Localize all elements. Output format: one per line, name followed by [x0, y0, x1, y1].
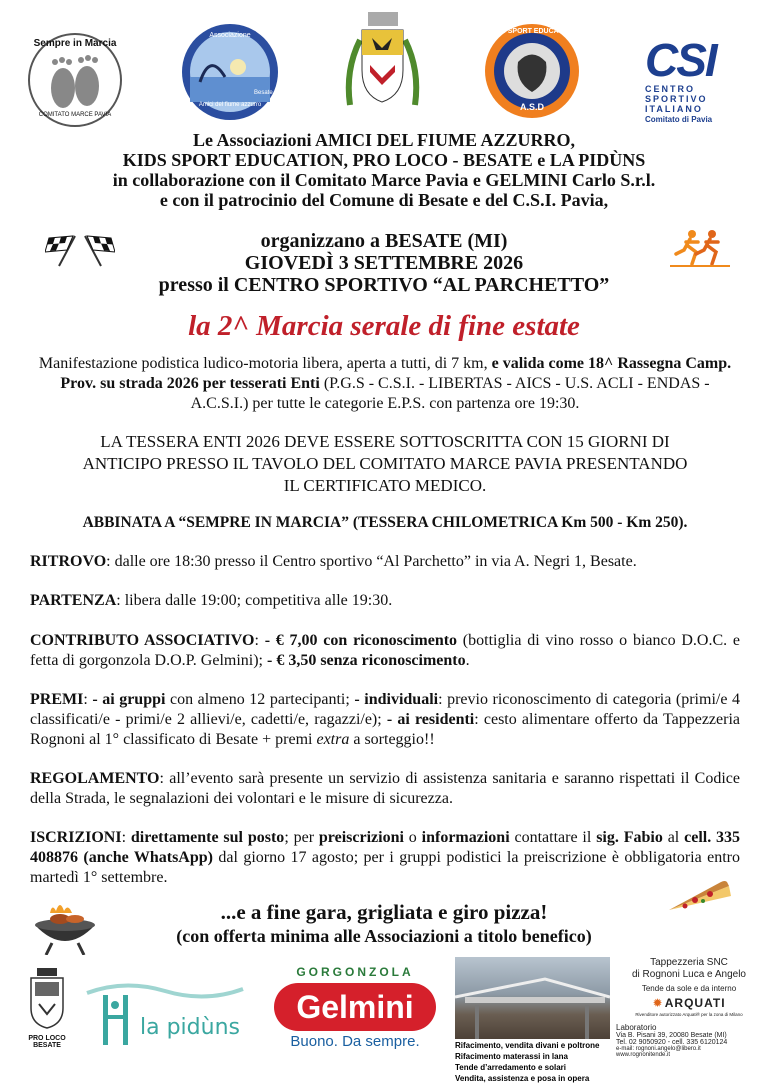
lab-label: Laboratorio [616, 1023, 657, 1032]
intro-block [0, 130, 768, 210]
gelmini-brand: Gelmini [274, 983, 436, 1031]
iscrizioni-phone: cell. 335 408876 (anche WhatsApp) [30, 829, 741, 866]
contributo [30, 631, 740, 671]
premi-gruppi: - ai gruppi [92, 691, 166, 708]
regolamento-label: REGOLAMENTO [30, 770, 160, 787]
gelmini-top: GORGONZOLA [296, 965, 414, 979]
tappezzeria-services [455, 1040, 610, 1084]
iscrizioni-t1: : [121, 829, 131, 846]
contributo-t2: (bottiglia di vino rosso o bianco D.O.C. e fetta di gorgonzola D.O.P. Gelmini); [30, 632, 741, 669]
gelmini-slogan: Buono. Da sempre. [290, 1033, 420, 1050]
premi-t2: con almeno 12 partecipanti; [165, 691, 355, 708]
event-header [0, 230, 768, 296]
intro-line-1: Le Associazioni AMICI DEL FIUME AZZURRO, [192, 130, 576, 150]
premi [30, 690, 740, 750]
event-line-1: organizzano a BESATE (MI) [260, 230, 508, 252]
service-3: Tende d’arredamento e solari [455, 1063, 566, 1072]
service-2: Rifacimento materassi in lana [455, 1052, 568, 1061]
logo-csi-l2: SPORTIVO [645, 94, 708, 104]
logo-csi [645, 36, 737, 136]
partenza-text: : libera dalle 19:00; competitiva alle 19:30. [116, 592, 393, 609]
ritrovo [30, 552, 740, 572]
sun-icon: ✹ [652, 996, 663, 1010]
logo-amici-bottom: Amici del fiume azzurro [198, 102, 262, 108]
logo-kids-bottom: A.S.D [519, 102, 544, 112]
footer-line-1: ...e a fine gara, grigliata e giro pizza! [220, 900, 548, 924]
iscrizioni-t5: al [662, 829, 685, 846]
event-line-3: presso il CENTRO SPORTIVO “AL PARCHETTO” [158, 274, 610, 296]
proloco-l1: PRO LOCO [28, 1035, 66, 1042]
partenza-label: PARTENZA [30, 592, 117, 609]
tessera-notice [30, 431, 740, 497]
service-1: Rifacimento, vendita divani e poltrone [455, 1041, 600, 1050]
event-title: la 2^ Marcia serale di fine estate [188, 310, 580, 342]
logo-csi-l4: Comitato di Pavia [645, 115, 713, 124]
iscrizioni-t3: o [403, 829, 422, 846]
iscrizioni-contact-name: sig. Fabio [596, 829, 663, 846]
description [30, 354, 740, 414]
desc-b: e valida come 18^ Rassegna Camp. Prov. su strada 2026 per tesserati Enti [60, 355, 732, 392]
abbinata: ABBINATA A “SEMPRE IN MARCIA” (TESSERA CHILOMETRICA Km 500 - Km 250). [82, 514, 688, 531]
logo-kids-top: KIDS SPORT EDUCATION [489, 28, 575, 35]
logo-amici-fiume-azzurro [180, 22, 280, 122]
event-line-2: GIOVEDÌ 3 SETTEMBRE 2026 [244, 252, 524, 274]
lab-web: www.rognonitende.it [616, 1052, 671, 1058]
premi-label: PREMI [30, 691, 84, 708]
premi-t1: : [83, 691, 93, 708]
logo-csi-l3: ITALIANO [645, 104, 703, 114]
contributo-label: CONTRIBUTO ASSOCIATIVO [30, 632, 255, 649]
contributo-t1: : [254, 632, 265, 649]
premi-t3: : previo riconoscimento di categoria (primi/e 4 classificati/e - primi/e 2 allievi/e, cadetti/e, ragazzi/e); [30, 691, 740, 728]
iscrizioni-t6: dal giorno 17 agosto; per i gruppi podistici la preiscrizione è obbligatoria entro martedì 1° settembre. [30, 849, 740, 886]
premi-t5: a sorteggio!! [349, 731, 435, 748]
iscrizioni-preiscrizioni: preiscrizioni [318, 829, 404, 846]
regolamento [30, 769, 740, 809]
notice-line-1: LA TESSERA ENTI 2026 DEVE ESSERE SOTTOSCRITTA CON 15 GIORNI DI [100, 432, 670, 451]
intro-line-3: in collaborazione con il Comitato Marce Pavia e GELMINI Carlo S.r.l. [112, 170, 656, 190]
arquati-brand: ARQUATI [664, 996, 726, 1010]
tappezzeria-sub: Tende da sole e da interno [641, 984, 737, 993]
desc-a: Manifestazione podistica ludico-motoria libera, aperta a tutti, di 7 km, [38, 355, 492, 372]
notice-line-2: ANTICIPO PRESSO IL TAVOLO DEL COMITATO MARCE PAVIA PRESENTANDO [82, 454, 688, 473]
ritrovo-text: : dalle ore 18:30 presso il Centro sportivo “Al Parchetto” in via A. Negri 1, Besate. [106, 553, 637, 570]
logo-la-piduns [85, 975, 245, 1055]
piduns-text: la pidùns [140, 1015, 240, 1040]
contributo-t3: . [465, 652, 470, 669]
notice-line-3: IL CERTIFICATO MEDICO. [283, 476, 487, 495]
logo-sempre-in-marcia [25, 30, 125, 130]
logo-amici-right: Besate [254, 90, 273, 96]
desc-c: (P.G.S - C.S.I. - LIBERTAS - AICS - U.S. ACLI - ENDAS - A.C.S.I.) per tutte le categorie E.P.S. con partenza ore 19:30. [190, 375, 710, 412]
lab-tel: Tel. 02 9050920 - cell. 335 6120124 [616, 1039, 728, 1046]
iscrizioni-informazioni: informazioni [421, 829, 510, 846]
logo-kids-sport-education [483, 22, 581, 120]
intro-line-2: KIDS SPORT EDUCATION, PRO LOCO - BESATE e LA PIDÙNS [122, 150, 646, 170]
logo-proloco-besate [22, 968, 72, 1060]
ritrovo-label: RITROVO [30, 553, 107, 570]
logo-csi-l1: CENTRO [645, 84, 695, 94]
lab-email: e-mail: rognoni.angelo@libero.it [616, 1046, 701, 1052]
logo-besate-coat-of-arms [340, 10, 425, 120]
iscrizioni [30, 828, 740, 888]
logo-amici-top: Associazione [209, 32, 251, 39]
contributo-price-without: - € 3,50 senza riconoscimento [267, 652, 466, 669]
premi-t4: : cesto alimentare offerto da Tappezzeria Rognoni al 1° classificato di Besate + premi [30, 711, 741, 748]
partenza [30, 591, 740, 611]
logo-sempre-top: Sempre in Marcia [33, 38, 117, 49]
tappezzeria-name-1: Tappezzeria SNC [650, 957, 728, 968]
service-4: Vendita, assistenza e posa in opera [455, 1074, 590, 1083]
proloco-l2: BESATE [33, 1042, 61, 1049]
iscrizioni-t2: ; per [284, 829, 319, 846]
logo-csi-mark: CSI [645, 34, 716, 86]
tappezzeria-name-2: di Rognoni Luca e Angelo [632, 969, 746, 980]
premi-residenti: - ai residenti [386, 711, 475, 728]
logo-gelmini [270, 965, 440, 1060]
lab-address: Via B. Pisani 39, 20080 Besate (MI) [616, 1032, 727, 1039]
iscrizioni-t4: contattare il [509, 829, 597, 846]
tappezzeria-photo [455, 957, 610, 1039]
tappezzeria-ad [610, 957, 768, 1086]
regolamento-text: : all’evento sarà presente un servizio di assistenza sanitaria e saranno rispettati il Codice della Strada, le segnalazioni dei volontari e le misure di sicurezza. [30, 770, 740, 807]
iscrizioni-label: ISCRIZIONI [30, 829, 122, 846]
intro-line-4: e con il patrocinio del Comune di Besate e del C.S.I. Pavia, [159, 190, 609, 210]
contributo-price-with: - € 7,00 con riconoscimento [264, 632, 458, 649]
premi-individuali: - individuali [354, 691, 439, 708]
arquati-auth: Rivenditore autorizzato Arquati® per la zona di Milano [635, 1012, 743, 1017]
iscrizioni-sul-posto: direttamente sul posto [130, 829, 285, 846]
logo-sempre-bottom: COMITATO MARCE PAVIA [38, 112, 112, 118]
premi-extra: extra [316, 731, 350, 748]
arquati-logo [610, 996, 768, 1010]
footer-line-2: (con offerta minima alle Associazioni a titolo benefico) [176, 926, 592, 946]
